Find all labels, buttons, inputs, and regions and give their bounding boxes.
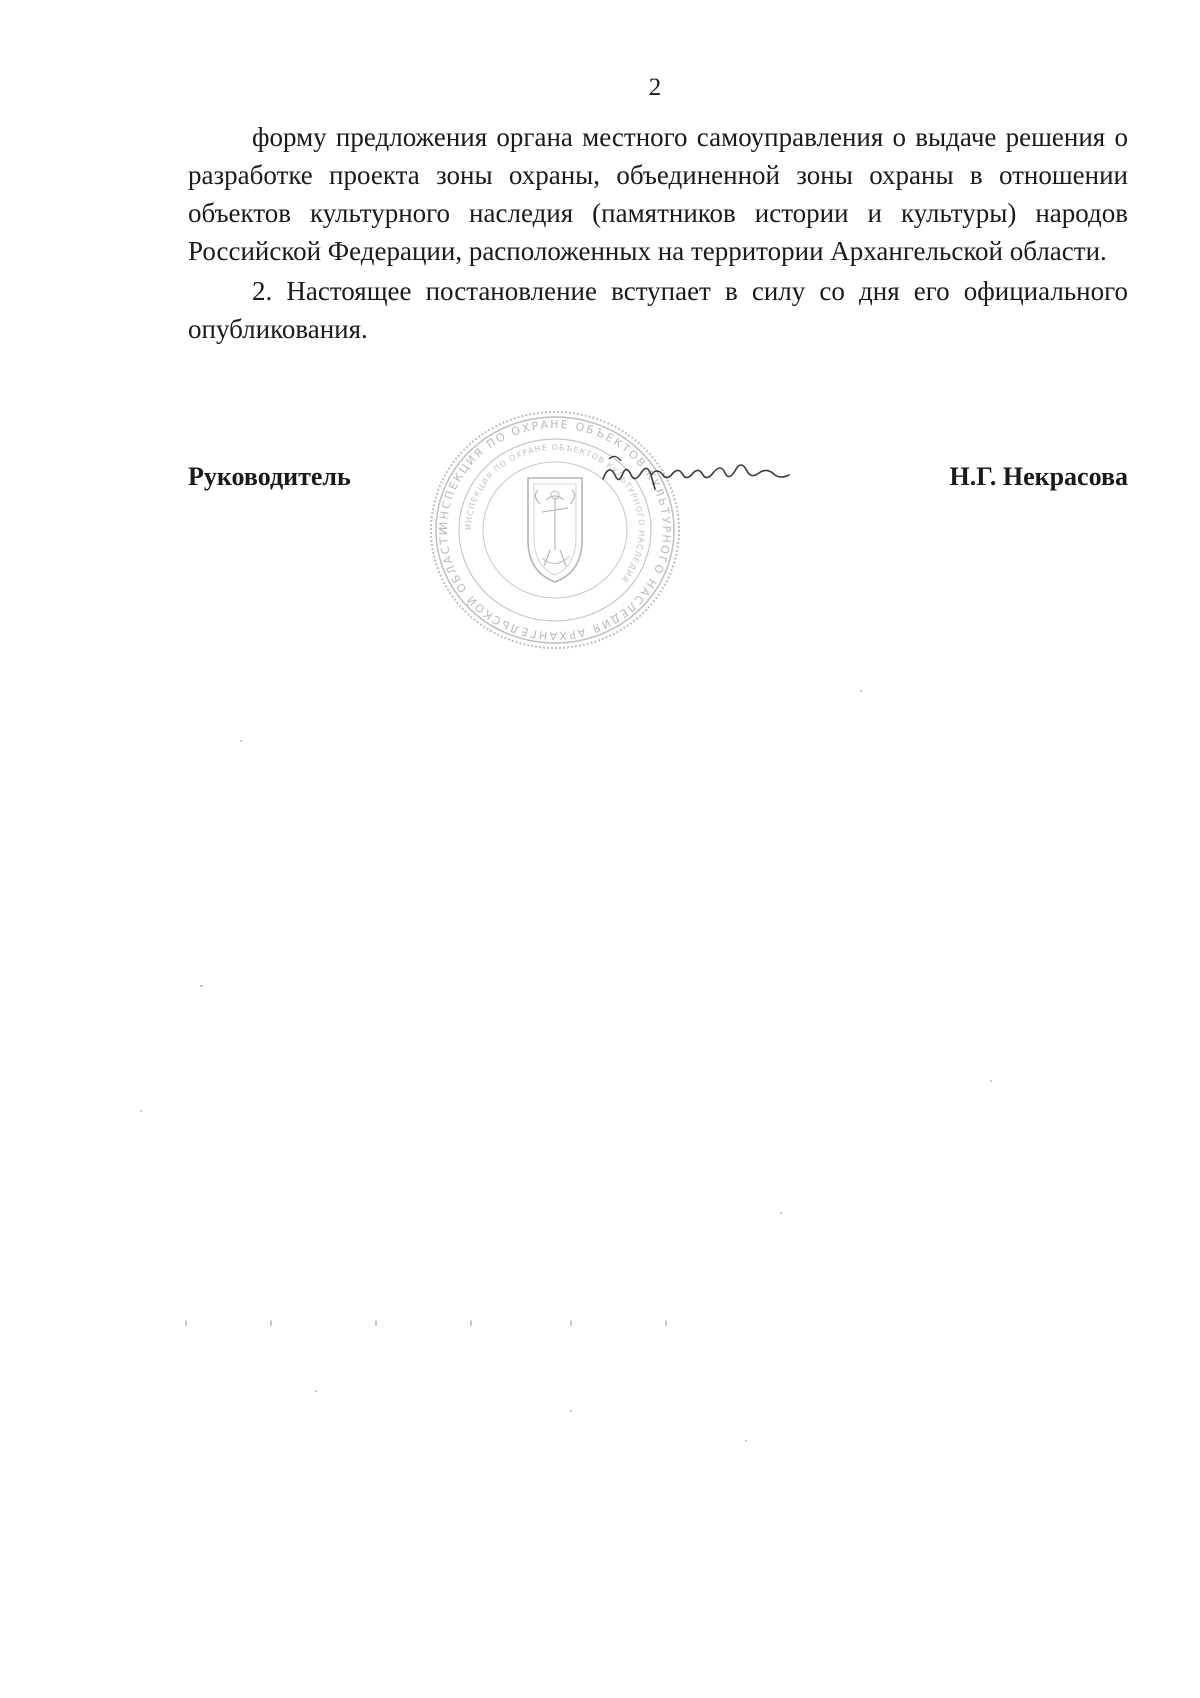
signer-name: Н.Г. Некрасова (949, 462, 1128, 491)
scan-speck (990, 1080, 992, 1082)
scan-speck (780, 1212, 782, 1214)
scan-speck (665, 1320, 667, 1326)
scan-speck (140, 1110, 142, 1112)
scan-speck (570, 1410, 572, 1412)
paragraph-2: 2. Настоящее постановление вступает в силу со дня его официального опубликования. (188, 276, 1128, 344)
scan-speck (200, 985, 203, 987)
scan-speck (240, 740, 242, 742)
scan-speck (860, 690, 862, 692)
scan-speck (375, 1320, 377, 1326)
document-body (188, 118, 1128, 350)
scan-speck (570, 1320, 572, 1326)
scan-speck (470, 1320, 472, 1326)
scan-speck (745, 1440, 747, 1442)
position-title: Руководитель (188, 462, 351, 491)
scan-speck (270, 1320, 272, 1326)
signature-block (188, 462, 1128, 502)
page-number: 2 (648, 74, 662, 101)
svg-text:ИНСПЕКЦИЯ ПО ОХРАНЕ ОБЪЕКТОВ К: ИНСПЕКЦИЯ ПО ОХРАНЕ ОБЪЕКТОВ КУЛЬТУРНОГО НАСЛЕДИЯ (463, 442, 647, 585)
svg-text:ИНСПЕКЦИЯ ПО ОХРАНЕ ОБЪЕКТОВ К: ИНСПЕКЦИЯ ПО ОХРАНЕ ОБЪЕКТОВ КУЛЬТУРНОГО НАСЛЕДИЯ АРХАНГЕЛЬСКОЙ ОБЛАСТИ (436, 417, 674, 643)
paragraph-1: форму предложения органа местного самоуправления о выдаче решения о разработке проекта зоны охраны, объединенной зоны охраны в отношении объектов культурного наследия (памятников истории и культуры) народов Российской Федерации, расположенных на территории Архангельской области. (188, 122, 1128, 266)
scan-speck (315, 1390, 317, 1392)
scan-speck (185, 1320, 187, 1326)
official-seal (420, 400, 690, 660)
